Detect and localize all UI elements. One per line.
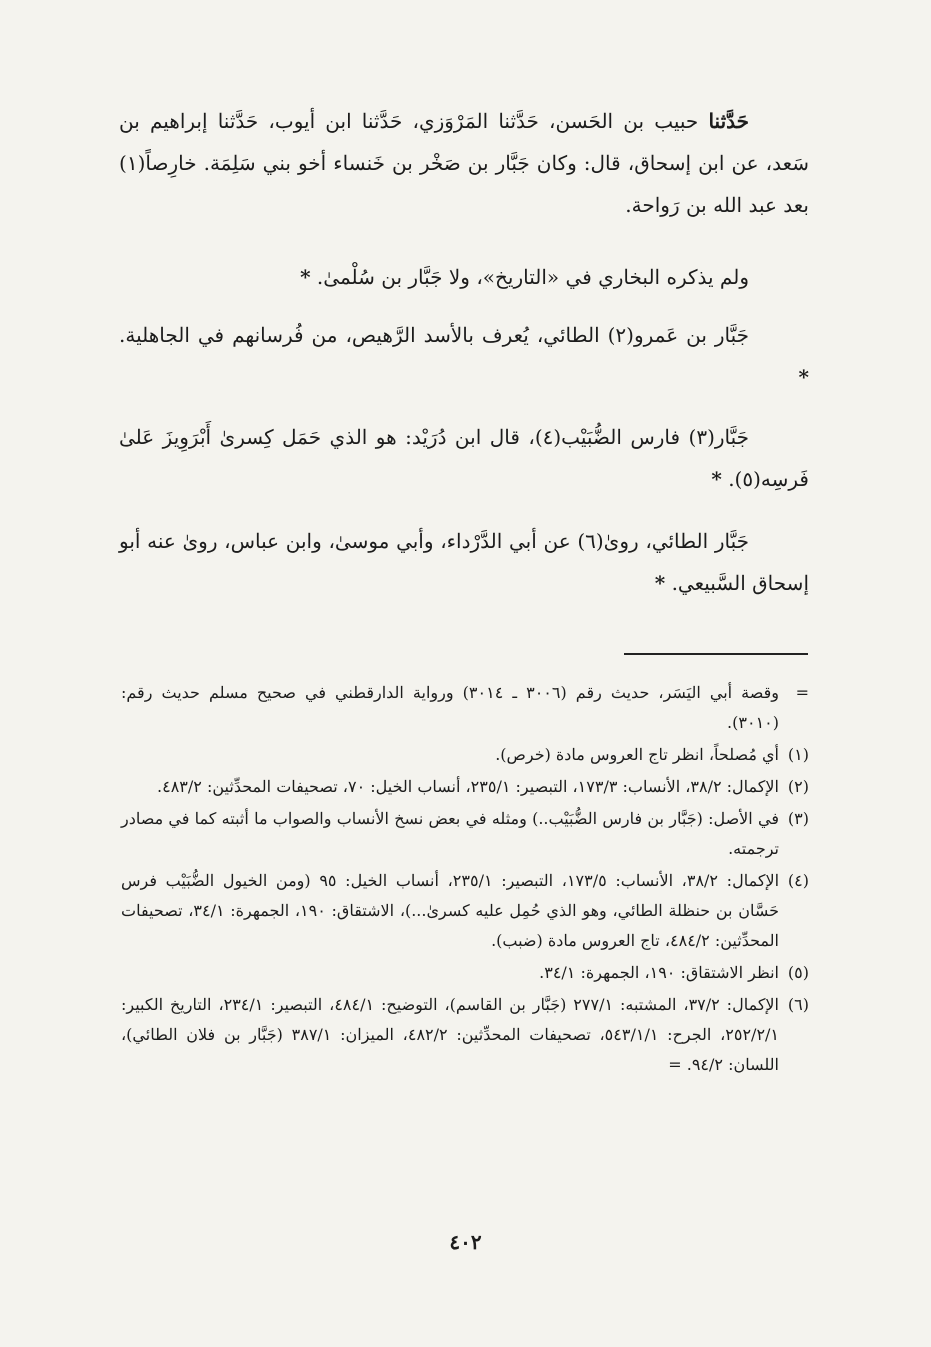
footnote-number: (٦) <box>787 995 809 1014</box>
entry-2 <box>119 256 809 298</box>
footnote-number: (٢) <box>787 777 809 796</box>
entry-text: جَبَّار الطائي، روىٰ(٦) عن أبي الدَّرْداء، وأبي موسىٰ، وابن عباس، روىٰ عنه أبو إسحاق السَّبيعي. <box>119 529 809 595</box>
footnote-text: أي مُصلحاً، انظر تاج العروس مادة (خرص). <box>495 745 779 764</box>
footnote-number: (٣) <box>787 809 809 828</box>
footnote-separator <box>624 653 808 655</box>
entry-5 <box>119 520 809 604</box>
footnote-number: (٥) <box>787 963 809 982</box>
entry-lead: حَدَّثنا <box>708 109 749 133</box>
footnote-text: الإكمال: ٣٨/٢، الأنساب: ١٧٣/٣، التبصير: ٢٣٥/١، أنساب الخيل: ٧٠، تصحيفات المحدِّثين: ٤٨٣/٢. <box>157 777 779 796</box>
footnote-number: = <box>795 683 809 702</box>
footnote-3 <box>121 804 809 864</box>
footnote-5 <box>121 958 809 988</box>
footnote-text: وقصة أبي اليَسَر، حديث رقم (٣٠٠٦ ـ ٣٠١٤) ورواية الدارقطني في صحيح مسلم حديث رقم: (٣٠١٠). <box>121 683 780 732</box>
footnote-6 <box>121 990 809 1080</box>
footnote-text: الإكمال: ٣٧/٢، المشتبه: ٢٧٧/١ (جَبَّار بن القاسم)، التوضيح: ٤٨٤/١، التبصير: ٢٣٤/١، التاريخ الكبير: ٢٥٢/٢/١، الجرح: ٥٤٣/١/١، تصحيفات المحدِّثين: ٤٨٢/٢، الميزان: ٣٨٧/١ (جَبَّار بن فلان الطائي)، اللسان: ٩٤/٢. = <box>121 995 780 1074</box>
entry-text: جَبَّار(٣) فارس الضُّبَيْب(٤)، قال ابن دُرَيْد: هو الذي حَمَل كِسرىٰ أَبْرَوِيزَ عَلىٰ فَرسِه(٥). <box>119 425 809 491</box>
footnote-number: (١) <box>787 745 809 764</box>
footnote-text: الإكمال: ٣٨/٢، الأنساب: ١٧٣/٥، التبصير: ٢٣٥/١، أنساب الخيل: ٩٥ (ومن الخيول الضُّبَيْب فرس حَسَّان بن حنظلة الطائي، وهو الذي حُمِل عليه كسرىٰ...)، الاشتقاق: ١٩٠، الجمهرة: ٣٤/١، تصحيفات المحدِّثين: ٤٨٤/٢، تاج العروس مادة (ضبب). <box>121 871 780 950</box>
footnote-4 <box>121 866 809 956</box>
entry-text: حبيب بن الحَسن، حَدَّثنا المَرْوَزي، حَدَّثنا ابن أيوب، حَدَّثنا إبراهيم بن سَعد، عن ابن إسحاق، قال: وكان جَبَّار بن صَخْر بن خَنساء أخو بني سَلِمَة. خارِصاً(١) بعد عبد الله بن رَواحة. <box>119 109 809 217</box>
footnote-text: في الأصل: (جَبَّار بن فارس الضُّبَيْب..) ومثله في بعض نسخ الأنساب والصواب ما أثبته كما في مصادر ترجمته. <box>121 809 779 858</box>
page-number: ٤٠٢ <box>449 1230 482 1254</box>
footnote-number: (٤) <box>787 871 809 890</box>
entry-text: ولم يذكره البخاري في «التاريخ»، ولا جَبَّار بن سُلْمىٰ. <box>316 265 749 289</box>
entry-3 <box>119 314 809 398</box>
footnote-continuation <box>121 678 809 738</box>
footnote-2 <box>121 772 809 802</box>
entry-text: جَبَّار بن عَمرو(٢) الطائي، يُعرف بالأسد الرَّهيص، من فُرسانهم في الجاهلية. <box>119 323 750 347</box>
star-mark: * <box>798 365 809 389</box>
footnote-text: انظر الاشتقاق: ١٩٠، الجمهرة: ٣٤/١. <box>539 963 779 982</box>
entry-4 <box>119 416 809 500</box>
star-mark: * <box>300 265 311 289</box>
star-mark: * <box>711 467 722 491</box>
footnotes <box>121 678 809 1082</box>
footnote-1 <box>121 740 809 770</box>
star-mark: * <box>654 571 666 595</box>
entry-1 <box>119 100 809 226</box>
